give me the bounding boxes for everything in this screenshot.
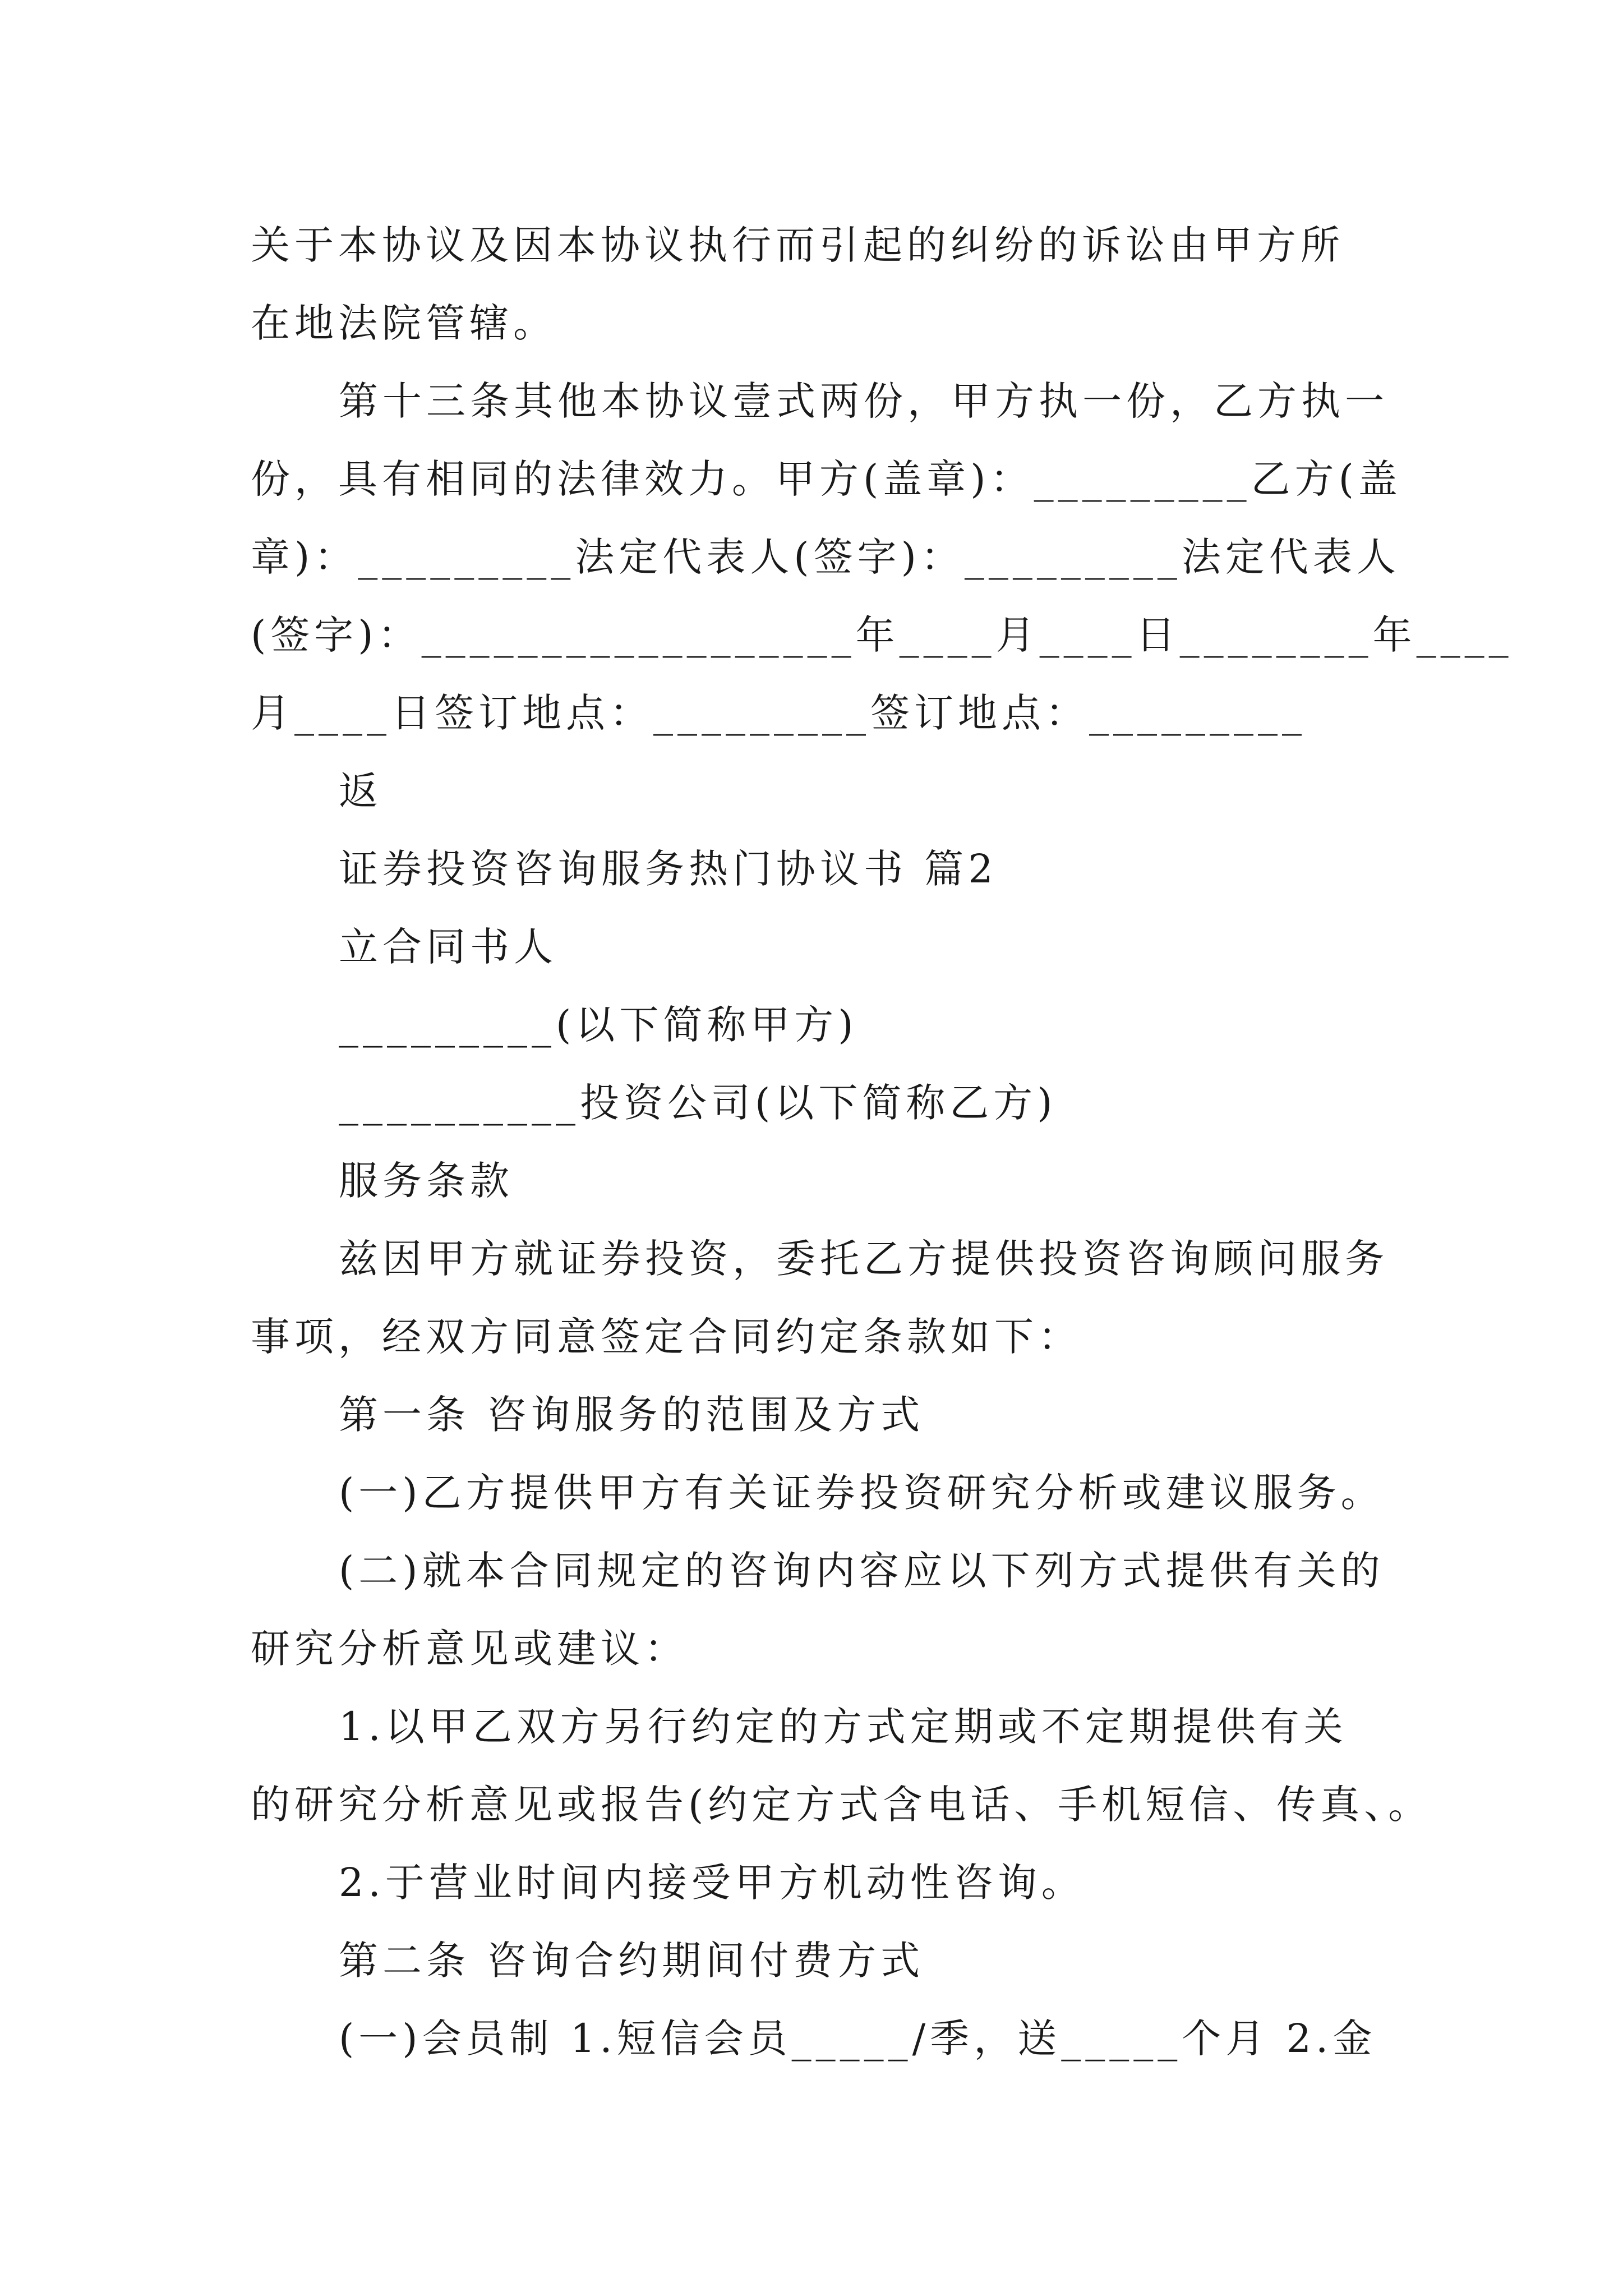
paragraph-line: 返 (339, 768, 382, 814)
paragraph-line: (二)就本合同规定的咨询内容应以下列方式提供有关的 (339, 1548, 1385, 1594)
paragraph-line: (一)会员制 1.短信会员_____/季，送_____个月 2.金 (339, 2016, 1377, 2062)
paragraph-line: 第十三条其他本协议壹式两份，甲方执一份，乙方执一 (339, 378, 1389, 424)
paragraph-line: 关于本协议及因本协议执行而引起的纠纷的诉讼由甲方所 (251, 222, 1344, 268)
paragraph-line: 第一条 咨询服务的范围及方式 (339, 1392, 925, 1438)
paragraph-line: _________(以下简称甲方) (339, 1002, 858, 1048)
paragraph-line: 服务条款 (339, 1158, 514, 1204)
paragraph-line: 第二条 咨询合约期间付费方式 (339, 1938, 925, 1984)
paragraph-line: (签字)：__________________年____月____日________年____ (251, 612, 1513, 658)
paragraph-line: 的研究分析意见或报告(约定方式含电话、手机短信、传真、。 (251, 1782, 1432, 1828)
paragraph-line: 1.以甲乙双方另行约定的方式定期或不定期提供有关 (339, 1704, 1348, 1750)
paragraph-line: 份，具有相同的法律效力。甲方(盖章)：_________乙方(盖 (251, 456, 1402, 502)
paragraph-line: 事项，经双方同意签定合同约定条款如下： (251, 1314, 1082, 1360)
paragraph-line: 2.于营业时间内接受甲方机动性咨询。 (339, 1860, 1085, 1906)
document-body (251, 206, 1513, 2078)
paragraph-line: 兹因甲方就证券投资，委托乙方提供投资咨询顾问服务 (339, 1236, 1389, 1282)
paragraph-line: 在地法院管辖。 (251, 300, 557, 346)
paragraph-line: 月____日签订地点：_________签订地点：_________ (251, 690, 1306, 736)
paragraph-line: 立合同书人 (339, 924, 557, 970)
paragraph-line: 研究分析意见或建议： (251, 1626, 688, 1672)
paragraph-line: __________投资公司(以下简称乙方) (339, 1080, 1057, 1126)
paragraph-line: 证券投资咨询服务热门协议书 篇2 (339, 846, 998, 892)
paragraph-line: (一)乙方提供甲方有关证券投资研究分析或建议服务。 (339, 1470, 1385, 1516)
paragraph-line: 章)：_________法定代表人(签字)：_________法定代表人 (251, 534, 1400, 580)
